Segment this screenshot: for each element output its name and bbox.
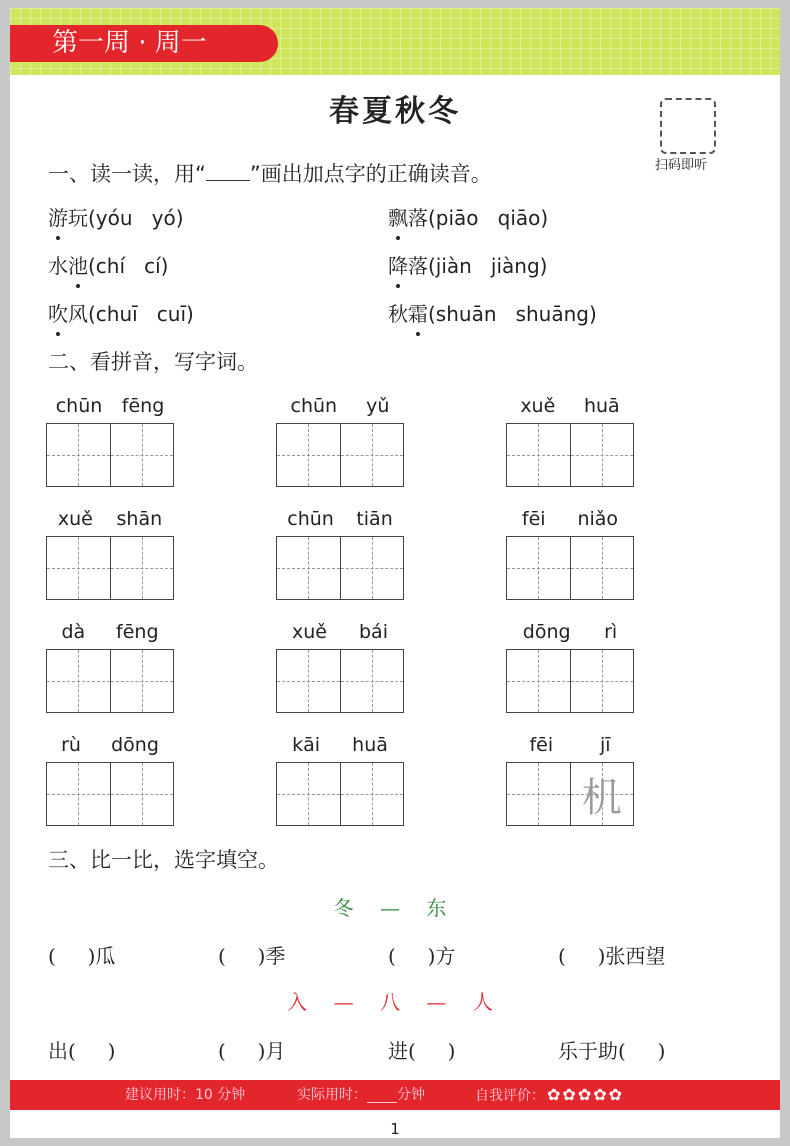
writing-cell[interactable] (47, 424, 111, 486)
pinyin-syllable: fēng (121, 395, 165, 417)
pinyin-syllable: jī (599, 734, 611, 756)
flower-rating-icon[interactable]: ✿ (577, 1085, 592, 1104)
writing-cell[interactable] (111, 424, 174, 486)
section-2-heading: 二、看拼音，写字词。 (48, 350, 258, 374)
writing-grid (276, 423, 404, 487)
word-char: 秋 (388, 302, 408, 326)
writing-cell[interactable] (341, 650, 404, 712)
writing-grid (276, 762, 404, 826)
fill-blank-item[interactable]: ( )月 (218, 1039, 286, 1063)
word-char: 玩 (68, 206, 88, 230)
word-char: 水 (48, 254, 68, 278)
writing-cell[interactable] (111, 763, 174, 825)
reading-item (388, 204, 548, 232)
pinyin-syllable: kāi (292, 734, 321, 756)
writing-grid (506, 762, 634, 826)
fill-blank-item[interactable]: ( )季 (218, 944, 286, 968)
pinyin-syllable: fēi (521, 508, 546, 530)
writing-grid (506, 423, 634, 487)
pinyin-syllable: dōng (522, 621, 571, 643)
pinyin-syllable: rì (604, 621, 618, 643)
reading-item (388, 300, 597, 328)
pinyin-options[interactable]: (chuī cuī) (88, 302, 194, 326)
pinyin-options[interactable]: (chí cí) (88, 254, 169, 278)
pinyin-label (46, 621, 174, 643)
word-char: 风 (68, 302, 88, 326)
pinyin-label (506, 508, 634, 530)
writing-cell[interactable] (47, 650, 111, 712)
writing-cell[interactable] (341, 424, 404, 486)
pinyin-label (506, 734, 634, 756)
actual-time (297, 1080, 425, 1110)
pinyin-syllable: fēng (116, 621, 159, 643)
char-pair-1: 冬 — 东 (333, 896, 457, 920)
writing-cell[interactable] (47, 763, 111, 825)
writing-cell[interactable] (507, 424, 571, 486)
pinyin-syllable: dà (61, 621, 86, 643)
flower-rating-icon[interactable]: ✿ (608, 1085, 623, 1104)
pinyin-syllable: yǔ (366, 395, 390, 417)
page-title: 春夏秋冬 (329, 94, 461, 129)
writing-cell[interactable] (571, 537, 634, 599)
fill-blank-item[interactable]: ( )张西望 (558, 944, 666, 968)
pinyin-syllable: rù (61, 734, 81, 756)
pinyin-syllable: fēi (529, 734, 554, 756)
section-1-heading (48, 160, 492, 188)
pinyin-label (276, 621, 404, 643)
writing-cell[interactable] (111, 537, 174, 599)
writing-cell[interactable] (277, 537, 341, 599)
writing-cell[interactable] (277, 424, 341, 486)
writing-grid (506, 536, 634, 600)
writing-grid (506, 649, 634, 713)
section-3-heading: 三、比一比，选字填空。 (48, 848, 279, 872)
pinyin-syllable: tiān (356, 508, 393, 530)
writing-cell[interactable] (277, 650, 341, 712)
writing-cell[interactable] (47, 537, 111, 599)
writing-grid (46, 536, 174, 600)
pinyin-syllable: chūn (55, 395, 103, 417)
pinyin-syllable: xuě (520, 395, 556, 417)
pinyin-label (506, 621, 634, 643)
reading-item (48, 300, 194, 328)
pinyin-options[interactable]: (yóu yó) (88, 206, 184, 230)
writing-cell[interactable] (277, 763, 341, 825)
word-char: 落 (408, 254, 428, 278)
reading-item (388, 252, 547, 280)
pinyin-label (46, 395, 174, 417)
flower-rating-icon[interactable]: ✿ (562, 1085, 576, 1104)
writing-cell[interactable] (507, 650, 571, 712)
writing-grid (46, 423, 174, 487)
pinyin-syllable: shān (116, 508, 163, 530)
word-char: 游 (48, 206, 68, 230)
qr-code-icon[interactable] (660, 98, 716, 154)
pinyin-syllable: chūn (290, 395, 338, 417)
writing-cell[interactable] (571, 424, 634, 486)
writing-cell[interactable] (111, 650, 174, 712)
heading-text: ”画出加点字的正确读音。 (249, 162, 492, 186)
pinyin-label (276, 734, 404, 756)
writing-cell[interactable] (571, 650, 634, 712)
char-pair-2: 入 — 八 — 人 (287, 990, 503, 1014)
pinyin-label (506, 395, 634, 417)
flower-rating-icon[interactable]: ✿ (593, 1085, 607, 1104)
footer-bar (10, 1080, 780, 1110)
fill-blank-item[interactable]: 乐于助( ) (558, 1039, 666, 1063)
reading-item (48, 204, 184, 232)
writing-grid (276, 649, 404, 713)
writing-grid (276, 536, 404, 600)
pinyin-syllable: huā (583, 395, 620, 417)
pinyin-syllable: chūn (287, 508, 334, 530)
fill-blank-item[interactable]: 出( ) (48, 1039, 116, 1063)
writing-cell[interactable] (507, 537, 571, 599)
page-number: 1 (390, 1120, 400, 1138)
writing-cell[interactable] (571, 763, 634, 825)
word-char: 降 (388, 254, 408, 278)
pinyin-label (46, 508, 174, 530)
pinyin-label (276, 395, 404, 417)
writing-cell[interactable] (507, 763, 571, 825)
pinyin-syllable: huā (352, 734, 388, 756)
self-rating (475, 1080, 622, 1111)
pinyin-syllable: xuě (292, 621, 327, 643)
trace-hint-char: 机 (581, 774, 622, 821)
pinyin-options[interactable]: (shuān shuāng) (428, 302, 597, 326)
pinyin-syllable: dōng (111, 734, 159, 756)
fill-blank-item[interactable]: 进( ) (388, 1039, 456, 1063)
suggested-time: 建议用时：10 分钟 (125, 1087, 246, 1103)
actual-label: 实际用时： (297, 1087, 367, 1103)
heading-text: 一、读一读，用“ (48, 162, 206, 186)
pinyin-options[interactable]: (piāo qiāo) (428, 206, 549, 230)
word-char: 霜 (408, 302, 428, 326)
rating-label: 自我评价： (475, 1088, 545, 1104)
word-char: 池 (68, 254, 88, 278)
actual-time-blank[interactable] (367, 1088, 397, 1103)
word-char: 吹 (48, 302, 68, 326)
week-day-tab: 第一周 · 周一 (10, 25, 278, 62)
word-char: 飘 (388, 206, 408, 230)
fill-blank-item[interactable]: ( )方 (388, 944, 456, 968)
pinyin-syllable: xuě (57, 508, 93, 530)
qr-label: 扫码即听 (655, 158, 708, 173)
pinyin-label (276, 508, 404, 530)
pinyin-options[interactable]: (jiàn jiàng) (428, 254, 548, 278)
writing-grid (46, 649, 174, 713)
writing-cell[interactable] (341, 763, 404, 825)
flower-rating-icon[interactable]: ✿ (547, 1085, 561, 1104)
reading-item (48, 252, 168, 280)
minutes-label: 分钟 (397, 1087, 425, 1103)
writing-grid (46, 762, 174, 826)
fill-blank-item[interactable]: ( )瓜 (48, 944, 116, 968)
pinyin-label (46, 734, 174, 756)
pinyin-syllable: bái (359, 621, 388, 643)
underline-sample (206, 180, 250, 181)
pinyin-syllable: niǎo (577, 508, 619, 530)
rating-stars (545, 1085, 623, 1104)
writing-cell[interactable] (341, 537, 404, 599)
word-char: 落 (408, 206, 428, 230)
